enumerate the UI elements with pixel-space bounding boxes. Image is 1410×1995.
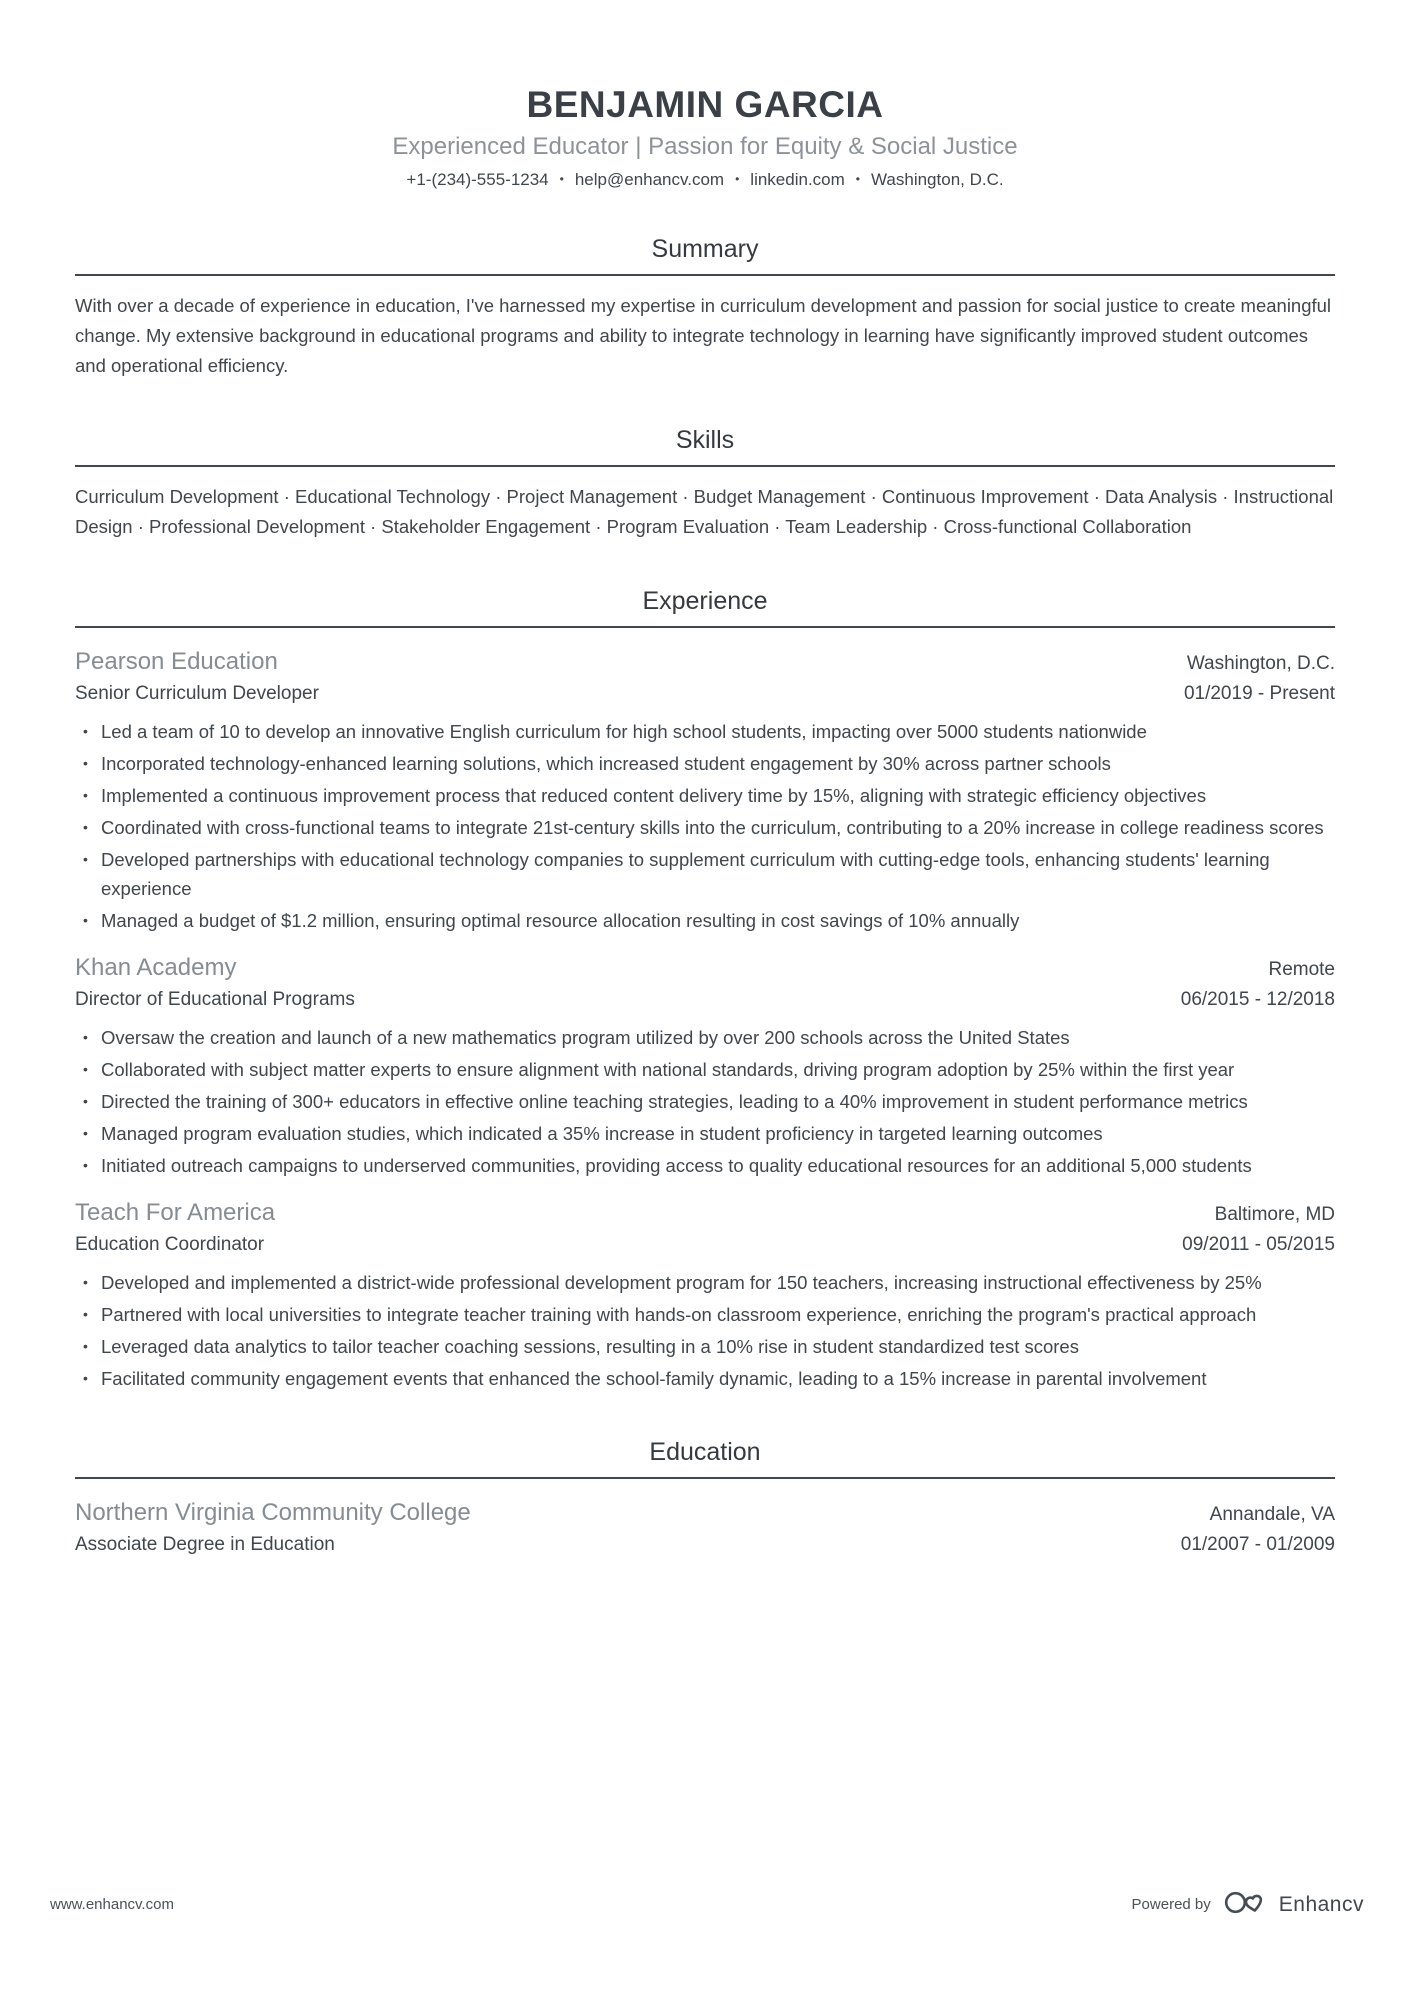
resume-header xyxy=(75,84,1335,190)
phone-number: +1-(234)-555-1234 xyxy=(406,170,549,189)
job-title: Education Coordinator xyxy=(75,1234,265,1255)
summary-section-title: Summary xyxy=(651,235,759,263)
job-title: Director of Educational Programs xyxy=(75,989,355,1010)
job-location: Remote xyxy=(1268,959,1335,980)
section-divider xyxy=(75,626,1335,628)
job-bullet-list xyxy=(75,717,1335,935)
email-address: help@enhancv.com xyxy=(574,170,725,189)
experience-section xyxy=(75,587,1335,1393)
bullet-item: • Oversaw the creation and launch of a new mathematics program utilized by over 200 schools across the United States xyxy=(75,1023,1335,1052)
section-divider xyxy=(75,274,1335,276)
job-entry-teach-for-america xyxy=(75,1199,1335,1393)
job-entry-khan-academy xyxy=(75,954,1335,1180)
education-section-title: Education xyxy=(649,1438,761,1466)
bullet-item: • Implemented a continuous improvement process that reduced content delivery time by 15%, aligning with strategic efficiency objectives xyxy=(75,781,1335,810)
job-location: Baltimore, MD xyxy=(1214,1204,1335,1225)
bullet-item: • Initiated outreach campaigns to underserved communities, providing access to quality educational resources for an additional 5,000 students xyxy=(75,1151,1335,1180)
bullet-item: • Facilitated community engagement events that enhanced the school-family dynamic, leading to a 15% increase in parental involvement xyxy=(75,1364,1335,1393)
job-dates: 01/2019 - Present xyxy=(1183,683,1335,704)
company-name: Pearson Education xyxy=(75,648,278,675)
skills-section xyxy=(75,426,1335,542)
company-name: Khan Academy xyxy=(75,954,237,981)
bullet-item: • Managed a budget of $1.2 million, ensuring optimal resource allocation resulting in cost savings of 10% annually xyxy=(75,906,1335,935)
section-divider xyxy=(75,465,1335,467)
job-bullet-list xyxy=(75,1268,1335,1393)
summary-section xyxy=(75,235,1335,381)
bullet-separator-icon: • xyxy=(735,172,740,186)
headline-tagline: Experienced Educator | Passion for Equity & Social Justice xyxy=(392,133,1018,160)
education-entry xyxy=(75,1499,1335,1556)
enhancv-wordmark: Enhancv xyxy=(1278,1892,1364,1916)
enhancv-logo-icon xyxy=(1223,1888,1267,1921)
contact-line xyxy=(75,170,1335,190)
job-title: Senior Curriculum Developer xyxy=(75,683,319,704)
job-dates: 09/2011 - 05/2015 xyxy=(1182,1234,1335,1255)
page-footer xyxy=(50,1888,1364,1921)
bullet-item: • Incorporated technology-enhanced learning solutions, which increased student engagement by 30% across partner schools xyxy=(75,749,1335,778)
bullet-item: • Directed the training of 300+ educators in effective online teaching strategies, leading to a 40% improvement in student performance metrics xyxy=(75,1087,1335,1116)
summary-text: With over a decade of experience in education, I've harnessed my expertise in curriculum development and passion for social justice to create meaningful change. My extensive background in educational programs and ability to integrate technology in learning have significantly improved student outcomes and operational efficiency. xyxy=(75,295,1332,376)
location-text: Washington, D.C. xyxy=(871,170,1004,189)
powered-by-block xyxy=(1132,1888,1364,1921)
job-dates: 06/2015 - 12/2018 xyxy=(1180,989,1335,1010)
job-bullet-list xyxy=(75,1023,1335,1180)
bullet-item: • Developed partnerships with educational technology companies to supplement curriculum with cutting-edge tools, enhancing students' learning experience xyxy=(75,845,1335,903)
linkedin-link: linkedin.com xyxy=(750,170,845,189)
bullet-item: • Managed program evaluation studies, which indicated a 35% increase in student proficiency in targeted learning outcomes xyxy=(75,1119,1335,1148)
bullet-item: • Led a team of 10 to develop an innovative English curriculum for high school students, impacting over 5000 students nationwide xyxy=(75,717,1335,746)
bullet-separator-icon: • xyxy=(855,172,860,186)
bullet-item: • Leveraged data analytics to tailor teacher coaching sessions, resulting in a 10% rise in student standardized test scores xyxy=(75,1332,1335,1361)
company-name: Teach For America xyxy=(75,1199,276,1226)
skills-text: Curriculum Development · Educational Technology · Project Management · Budget Management · Continuous Improvement · Data Analysis · Instructional Design · Professional Development · Stakeholder Engagement · Program Evaluation · Team Leadership · Cross-functional Collaboration xyxy=(75,486,1334,537)
bullet-separator-icon: • xyxy=(559,172,564,186)
education-dates: 01/2007 - 01/2009 xyxy=(1180,1534,1335,1555)
bullet-item: • Developed and implemented a district-wide professional development program for 150 teachers, increasing instructional effectiveness by 25% xyxy=(75,1268,1335,1297)
bullet-item: • Partnered with local universities to integrate teacher training with hands-on classroom experience, enriching the program's practical approach xyxy=(75,1300,1335,1329)
experience-section-title: Experience xyxy=(642,587,768,615)
bullet-item: • Coordinated with cross-functional teams to integrate 21st-century skills into the curriculum, contributing to a 20% increase in college readiness scores xyxy=(75,813,1335,842)
degree-name: Associate Degree in Education xyxy=(75,1534,335,1555)
school-location: Annandale, VA xyxy=(1209,1504,1335,1525)
powered-by-label: Powered by xyxy=(1131,1896,1211,1913)
footer-website-link: www.enhancv.com xyxy=(50,1896,174,1913)
job-entry-pearson xyxy=(75,648,1335,935)
bullet-item: • Collaborated with subject matter experts to ensure alignment with national standards, driving program adoption by 25% within the first year xyxy=(75,1055,1335,1084)
job-location: Washington, D.C. xyxy=(1186,653,1335,674)
person-name: BENJAMIN GARCIA xyxy=(526,84,884,125)
education-section xyxy=(75,1438,1335,1556)
skills-section-title: Skills xyxy=(675,426,735,454)
school-name: Northern Virginia Community College xyxy=(75,1499,471,1526)
section-divider xyxy=(75,1477,1335,1479)
